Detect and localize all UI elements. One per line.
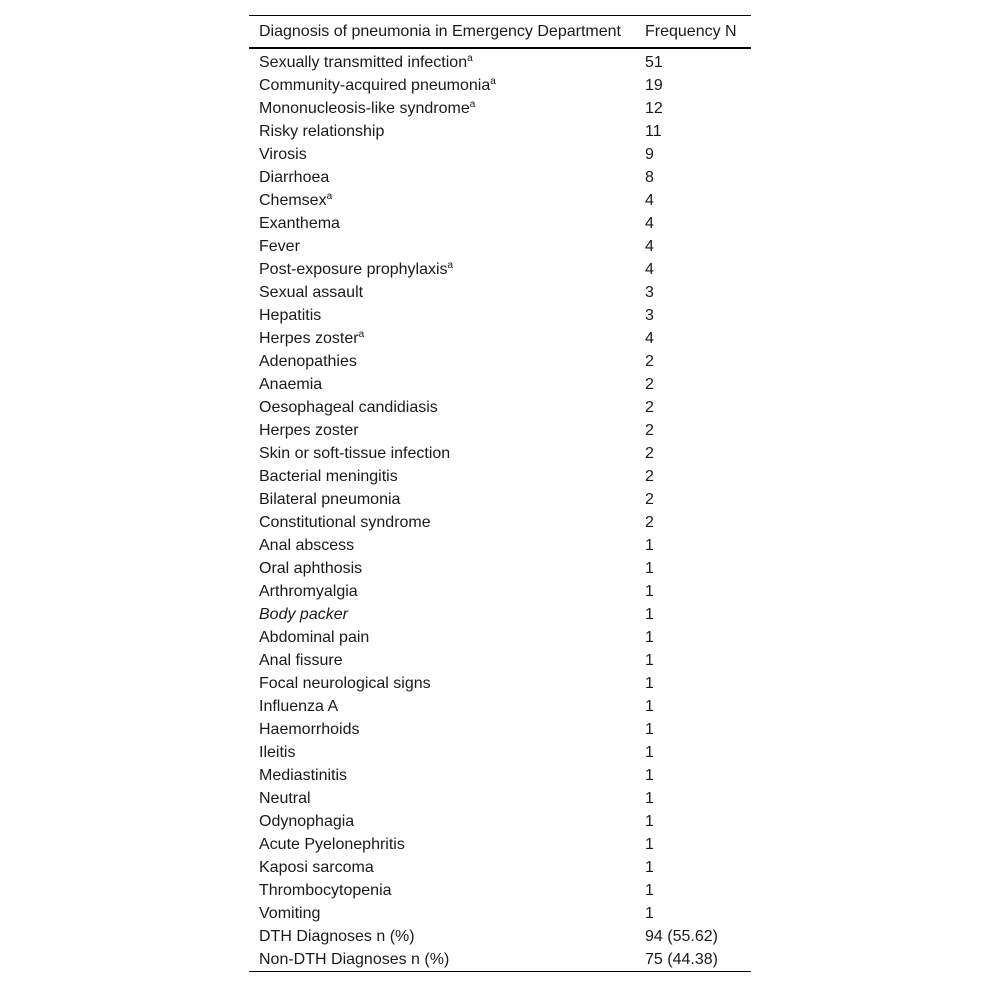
header-diagnosis: Diagnosis of pneumonia in Emergency Department <box>259 22 621 40</box>
frequency-cell: 2 <box>645 468 654 485</box>
diagnosis-label: Constitutional syndrome <box>259 514 431 531</box>
diagnosis-label: Arthromyalgia <box>259 583 358 600</box>
header-row <box>249 16 751 49</box>
diagnosis-label: Anaemia <box>259 376 323 393</box>
diagnosis-label: Community-acquired pneumonia <box>259 77 491 94</box>
frequency-cell: 4 <box>645 192 654 209</box>
table-row <box>249 350 751 373</box>
table-header <box>249 16 751 49</box>
table-row <box>249 948 751 972</box>
diagnosis-label: Kaposi sarcoma <box>259 859 374 876</box>
frequency-cell: 2 <box>645 422 654 439</box>
frequency-cell: 51 <box>645 54 663 71</box>
frequency-cell: 1 <box>645 859 654 876</box>
frequency-cell: 12 <box>645 100 663 117</box>
frequency-cell: 4 <box>645 238 654 255</box>
frequency-cell: 1 <box>645 790 654 807</box>
diagnosis-cell <box>249 442 635 465</box>
footnote-marker: a <box>467 53 473 64</box>
table-row <box>249 281 751 304</box>
frequency-cell: 1 <box>645 767 654 784</box>
diagnosis-cell <box>249 764 635 787</box>
frequency-cell: 2 <box>645 399 654 416</box>
table-row <box>249 166 751 189</box>
diagnosis-cell <box>249 350 635 373</box>
footnote-marker: a <box>358 329 365 340</box>
diagnosis-cell <box>249 143 635 166</box>
table-body <box>249 48 751 972</box>
frequency-cell: 1 <box>645 905 654 922</box>
frequency-cell: 1 <box>645 836 654 853</box>
diagnosis-label: Acute Pyelonephritis <box>259 836 405 853</box>
diagnosis-cell <box>249 258 635 281</box>
diagnosis-cell <box>249 212 635 235</box>
diagnosis-cell <box>249 626 635 649</box>
table-row <box>249 672 751 695</box>
frequency-cell: 1 <box>645 652 654 669</box>
diagnosis-cell <box>249 925 635 948</box>
frequency-cell: 1 <box>645 813 654 830</box>
table-row <box>249 235 751 258</box>
table-row <box>249 258 751 281</box>
frequency-cell: 2 <box>645 514 654 531</box>
diagnosis-cell <box>249 741 635 764</box>
diagnosis-label: Fever <box>259 238 300 255</box>
diagnosis-label: Sexual assault <box>259 284 364 301</box>
diagnosis-label: Bilateral pneumonia <box>259 491 401 508</box>
table-row <box>249 143 751 166</box>
footnote-marker: a <box>469 99 476 110</box>
table-row <box>249 465 751 488</box>
table-row <box>249 603 751 626</box>
table-row <box>249 396 751 419</box>
diagnosis-label: Non-DTH Diagnoses n (%) <box>259 951 450 968</box>
table-row <box>249 48 751 74</box>
diagnosis-label: Ileitis <box>259 744 296 761</box>
table-row <box>249 534 751 557</box>
frequency-cell: 1 <box>645 629 654 646</box>
frequency-cell: 8 <box>645 169 654 186</box>
diagnosis-cell <box>249 74 635 97</box>
frequency-cell: 1 <box>645 882 654 899</box>
table-row <box>249 833 751 856</box>
diagnosis-label: Oesophageal candidiasis <box>259 399 438 416</box>
diagnosis-label: Anal abscess <box>259 537 355 554</box>
table-row <box>249 373 751 396</box>
footnote-marker: a <box>326 191 333 202</box>
diagnosis-label: Vomiting <box>259 905 321 922</box>
diagnosis-cell <box>249 511 635 534</box>
diagnosis-label: Haemorrhoids <box>259 721 360 738</box>
table-row <box>249 442 751 465</box>
diagnosis-label: Anal fissure <box>259 652 343 669</box>
frequency-cell: 2 <box>645 445 654 462</box>
table-row <box>249 327 751 350</box>
diagnosis-cell <box>249 373 635 396</box>
diagnosis-cell <box>249 649 635 672</box>
table-row <box>249 741 751 764</box>
diagnosis-cell <box>249 580 635 603</box>
diagnosis-label: Thrombocytopenia <box>259 882 392 899</box>
table-row <box>249 97 751 120</box>
frequency-cell: 2 <box>645 376 654 393</box>
diagnosis-label: Focal neurological signs <box>259 675 431 692</box>
diagnosis-label: Neutral <box>259 790 311 807</box>
diagnosis-label: Hepatitis <box>259 307 322 324</box>
table-row <box>249 304 751 327</box>
diagnosis-cell <box>249 557 635 580</box>
diagnosis-label: Skin or soft-tissue infection <box>259 445 451 462</box>
frequency-cell: 1 <box>645 744 654 761</box>
diagnosis-label: Bacterial meningitis <box>259 468 398 485</box>
diagnosis-label: Mediastinitis <box>259 767 348 784</box>
diagnosis-cell <box>249 787 635 810</box>
table-row <box>249 557 751 580</box>
diagnosis-frequency-table <box>249 15 751 972</box>
diagnosis-table-container <box>249 15 751 972</box>
frequency-cell: 1 <box>645 721 654 738</box>
header-frequency: Frequency N <box>645 22 737 40</box>
diagnosis-label: Abdominal pain <box>259 629 370 646</box>
table-row <box>249 810 751 833</box>
diagnosis-cell <box>249 235 635 258</box>
frequency-cell: 1 <box>645 560 654 577</box>
diagnosis-label: Influenza A <box>259 698 339 715</box>
diagnosis-cell <box>249 810 635 833</box>
diagnosis-cell <box>249 948 635 972</box>
diagnosis-cell <box>249 419 635 442</box>
table-row <box>249 764 751 787</box>
diagnosis-cell <box>249 672 635 695</box>
frequency-cell: 2 <box>645 491 654 508</box>
diagnosis-cell <box>249 902 635 925</box>
table-row <box>249 511 751 534</box>
table-row <box>249 419 751 442</box>
diagnosis-cell <box>249 488 635 511</box>
diagnosis-cell <box>249 281 635 304</box>
table-row <box>249 695 751 718</box>
frequency-cell: 1 <box>645 698 654 715</box>
diagnosis-label: Odynophagia <box>259 813 355 830</box>
diagnosis-label: Oral aphthosis <box>259 560 363 577</box>
diagnosis-cell <box>249 879 635 902</box>
diagnosis-cell <box>249 833 635 856</box>
frequency-cell: 4 <box>645 261 654 278</box>
diagnosis-label: Herpes zoster <box>259 330 359 347</box>
diagnosis-cell <box>249 465 635 488</box>
table-row <box>249 488 751 511</box>
footnote-marker: a <box>447 260 454 271</box>
diagnosis-label: Herpes zoster <box>259 422 359 439</box>
diagnosis-cell <box>249 304 635 327</box>
table-row <box>249 787 751 810</box>
table-row <box>249 120 751 143</box>
diagnosis-label: Virosis <box>259 146 307 163</box>
frequency-cell: 2 <box>645 353 654 370</box>
diagnosis-label: Adenopathies <box>259 353 357 370</box>
diagnosis-label: Exanthema <box>259 215 340 232</box>
diagnosis-cell <box>249 534 635 557</box>
table-row <box>249 626 751 649</box>
table-row <box>249 189 751 212</box>
diagnosis-label: Post-exposure prophylaxis <box>259 261 448 278</box>
frequency-cell: 1 <box>645 583 654 600</box>
frequency-cell: 4 <box>645 215 654 232</box>
diagnosis-cell <box>249 327 635 350</box>
table-row <box>249 925 751 948</box>
table-row <box>249 649 751 672</box>
diagnosis-label: Risky relationship <box>259 123 385 140</box>
frequency-cell: 1 <box>645 675 654 692</box>
diagnosis-cell <box>249 120 635 143</box>
diagnosis-cell <box>249 48 635 74</box>
diagnosis-label: DTH Diagnoses n (%) <box>259 928 415 945</box>
frequency-cell: 4 <box>645 330 654 347</box>
diagnosis-cell <box>249 695 635 718</box>
diagnosis-label: Diarrhoea <box>259 169 330 186</box>
footnote-marker: a <box>490 76 496 87</box>
frequency-cell: 9 <box>645 146 654 163</box>
diagnosis-cell <box>249 856 635 879</box>
table-row <box>249 856 751 879</box>
diagnosis-cell <box>249 396 635 419</box>
frequency-cell: 1 <box>645 537 654 554</box>
frequency-cell: 75 (44.38) <box>645 951 718 968</box>
diagnosis-cell <box>249 718 635 741</box>
diagnosis-cell <box>249 603 635 626</box>
diagnosis-label: Body packer <box>259 606 348 623</box>
table-row <box>249 74 751 97</box>
table-row <box>249 212 751 235</box>
frequency-cell: 11 <box>645 123 662 140</box>
frequency-cell: 1 <box>645 606 654 623</box>
diagnosis-label: Mononucleosis-like syndrome <box>259 100 470 117</box>
diagnosis-label: Chemsex <box>259 192 327 209</box>
diagnosis-label: Sexually transmitted infection <box>259 54 468 71</box>
table-row <box>249 879 751 902</box>
frequency-cell: 94 (55.62) <box>645 928 718 945</box>
diagnosis-cell <box>249 189 635 212</box>
table-row <box>249 580 751 603</box>
frequency-cell: 3 <box>645 307 654 324</box>
frequency-cell: 19 <box>645 77 663 94</box>
diagnosis-cell <box>249 97 635 120</box>
table-row <box>249 902 751 925</box>
table-row <box>249 718 751 741</box>
diagnosis-cell <box>249 166 635 189</box>
frequency-cell: 3 <box>645 284 654 301</box>
